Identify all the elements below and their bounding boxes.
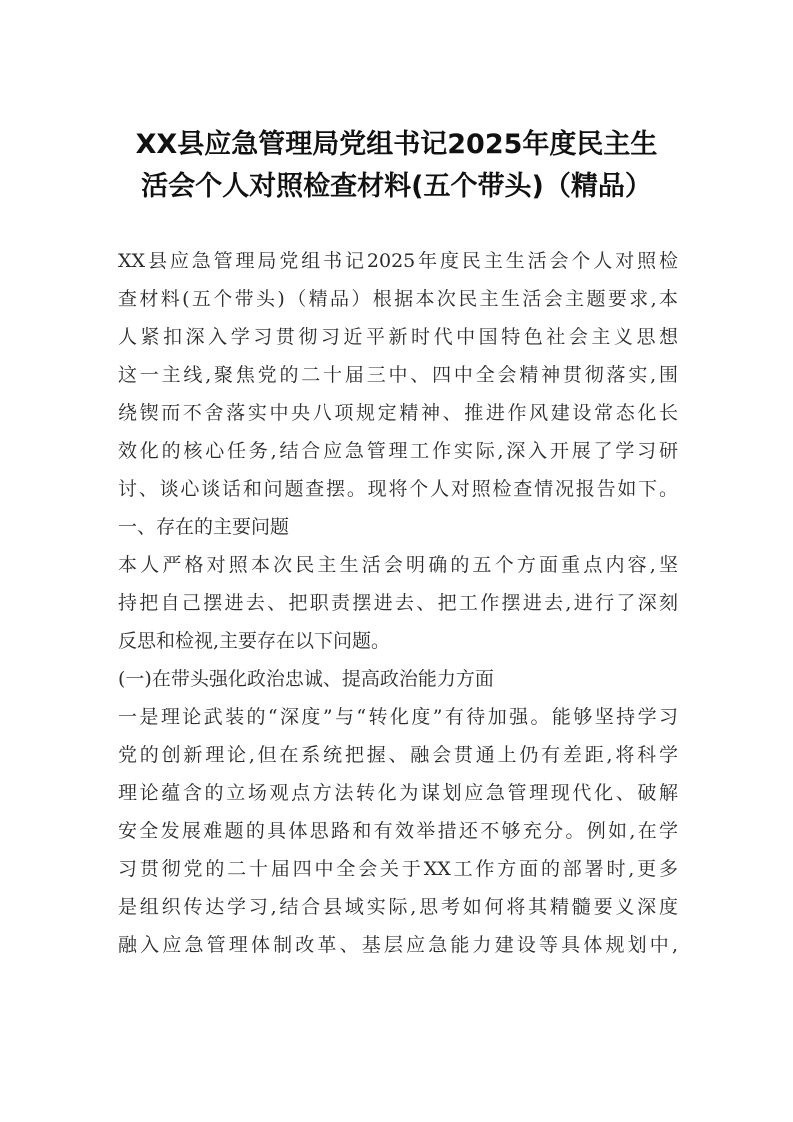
body-line: 效化的核心任务,结合应急管理工作实际,深入开展了学习研 — [118, 440, 678, 462]
body-line: 一是理论武装的“深度”与“转化度”有待加强。能够坚持学习 — [118, 706, 678, 728]
section-heading: 一、存在的主要问题 — [118, 516, 290, 538]
body-line: 理论蕴含的立场观点方法转化为谋划应急管理现代化、破解 — [118, 782, 678, 804]
document-title-line-1: XX县应急管理局党组书记2025年度民主生 — [135, 129, 658, 160]
body-line: 反思和检视,主要存在以下问题。 — [118, 630, 391, 652]
body-line: 安全发展难题的具体思路和有效举措还不够充分。例如,在学 — [118, 820, 678, 842]
body-line: 绕锲而不舍落实中央八项规定精神、推进作风建设常态化长 — [118, 402, 678, 424]
body-line: 这一主线,聚焦党的二十届三中、四中全会精神贯彻落实,围 — [118, 364, 678, 386]
document-title-line-2: 活会个人对照检查材料(五个带头)（精品） — [141, 171, 652, 202]
body-line: 党的创新理论,但在系统把握、融会贯通上仍有差距,将科学 — [118, 744, 678, 766]
body-line: 查材料(五个带头)（精品）根据本次民主生活会主题要求,本 — [118, 288, 678, 310]
body-line: 本人严格对照本次民主生活会明确的五个方面重点内容,坚 — [118, 554, 678, 576]
subsection-heading: (一)在带头强化政治忠诚、提高政治能力方面 — [118, 668, 494, 690]
body-line: 习贯彻党的二十届四中全会关于XX工作方面的部署时,更多 — [118, 858, 678, 880]
body-line: 融入应急管理体制改革、基层应急能力建设等具体规划中, — [118, 934, 678, 956]
body-line: 持把自己摆进去、把职责摆进去、把工作摆进去,进行了深刻 — [118, 592, 678, 614]
body-line: 是组织传达学习,结合县域实际,思考如何将其精髓要义深度 — [118, 896, 678, 918]
body-line: XX县应急管理局党组书记2025年度民主生活会个人对照检 — [118, 250, 678, 272]
body-line: 讨、谈心谈话和问题查摆。现将个人对照检查情况报告如下。 — [118, 478, 678, 500]
body-line: 人紧扣深入学习贯彻习近平新时代中国特色社会主义思想 — [118, 326, 678, 348]
